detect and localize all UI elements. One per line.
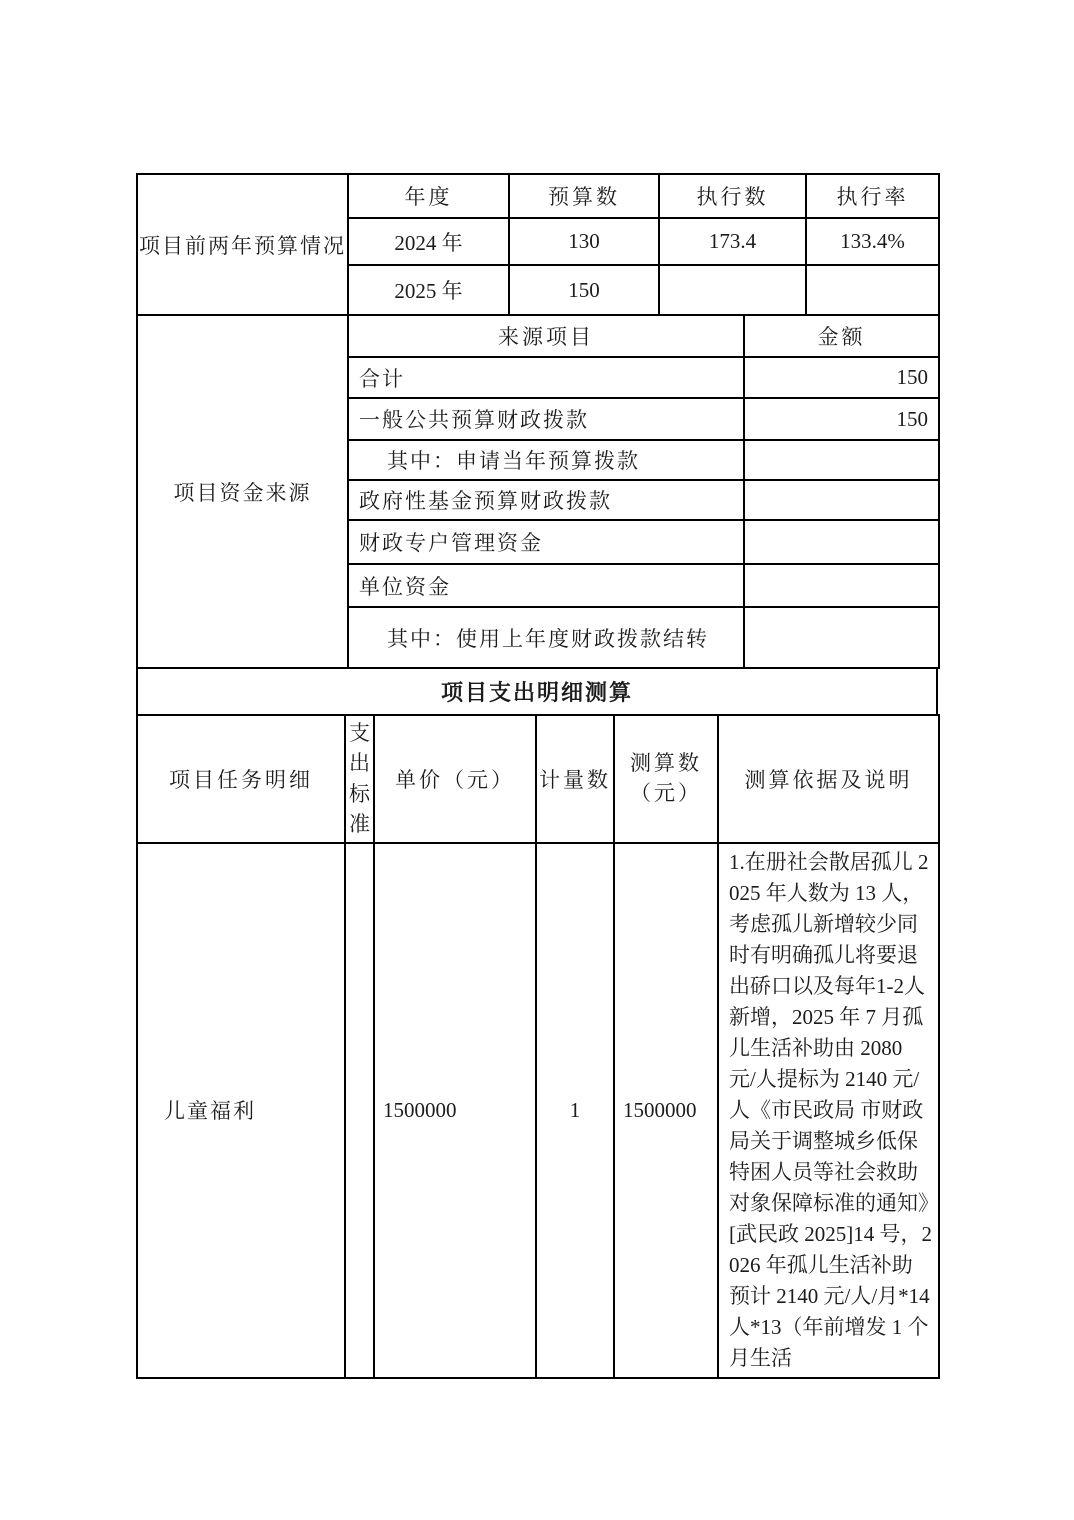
standard-cell (345, 843, 374, 1378)
expenditure-detail-table (136, 714, 940, 1379)
funding-row-label: 项目资金来源 (137, 315, 348, 668)
source-item-cell: 政府性基金预算财政拨款 (348, 480, 744, 520)
amount-cell: 150 (744, 398, 939, 440)
amount-cell (744, 520, 939, 564)
budget-cell: 130 (509, 218, 659, 265)
amount-cell (744, 440, 939, 480)
prior-budget-row-label: 项目前两年预算情况 (137, 174, 348, 315)
unit-price-cell: 1500000 (374, 843, 536, 1378)
year-cell: 2025 年 (348, 265, 509, 315)
rate-header: 执行率 (806, 174, 939, 218)
source-item-cell: 一般公共预算财政拨款 (348, 398, 744, 440)
rate-cell (806, 265, 939, 315)
rate-cell: 133.4% (806, 218, 939, 265)
task-cell: 儿童福利 (137, 843, 345, 1378)
year-header: 年度 (348, 174, 509, 218)
source-item-cell: 单位资金 (348, 564, 744, 607)
prior-budget-table (136, 173, 940, 316)
detail-header-row (137, 715, 939, 843)
detail-row-child-welfare (137, 843, 939, 1378)
amount-cell (744, 607, 939, 668)
detail-section-title-table (136, 667, 938, 716)
year-cell: 2024 年 (348, 218, 509, 265)
funding-sources-table (136, 314, 940, 669)
estimate-cell: 1500000 (614, 843, 718, 1378)
budget-header: 预算数 (509, 174, 659, 218)
basis-header: 测算依据及说明 (718, 715, 939, 843)
expenditure-standard-header: 支出标准 (345, 715, 374, 843)
executed-cell: 173.4 (659, 218, 806, 265)
estimate-amount-header: 测算数（元） (614, 715, 718, 843)
detail-section-title: 项目支出明细测算 (137, 668, 937, 715)
budget-document (136, 173, 938, 1379)
executed-header: 执行数 (659, 174, 806, 218)
quantity-header: 计量数 (536, 715, 614, 843)
amount-header: 金额 (744, 315, 939, 357)
amount-cell: 150 (744, 357, 939, 398)
unit-price-header: 单价（元） (374, 715, 536, 843)
executed-cell (659, 265, 806, 315)
amount-cell (744, 564, 939, 607)
source-item-header: 来源项目 (348, 315, 744, 357)
task-detail-header: 项目任务明细 (137, 715, 345, 843)
budget-cell: 150 (509, 265, 659, 315)
source-item-cell: 财政专户管理资金 (348, 520, 744, 564)
source-item-cell: 其中：使用上年度财政拨款结转 (348, 607, 744, 668)
source-item-cell: 其中：申请当年预算拨款 (348, 440, 744, 480)
amount-cell (744, 480, 939, 520)
quantity-cell: 1 (536, 843, 614, 1378)
source-item-cell: 合计 (348, 357, 744, 398)
basis-cell: 1.在册社会散居孤儿 2025 年人数为 13 人，考虑孤儿新增较少同时有明确孤儿将要退出硚口以及每年1-2人新增，2025 年 7 月孤儿生活补助由 2080 元/人提标为 2140 元/人《市民政局 市财政局关于调整城乡低保特困人员等社会救助对象保障标准的通知》[武民政 2025]14 号，2026 年孤儿生活补助预计 2140 元/人/月*14 人*13（年前增发 1 个月生活 (718, 843, 939, 1378)
